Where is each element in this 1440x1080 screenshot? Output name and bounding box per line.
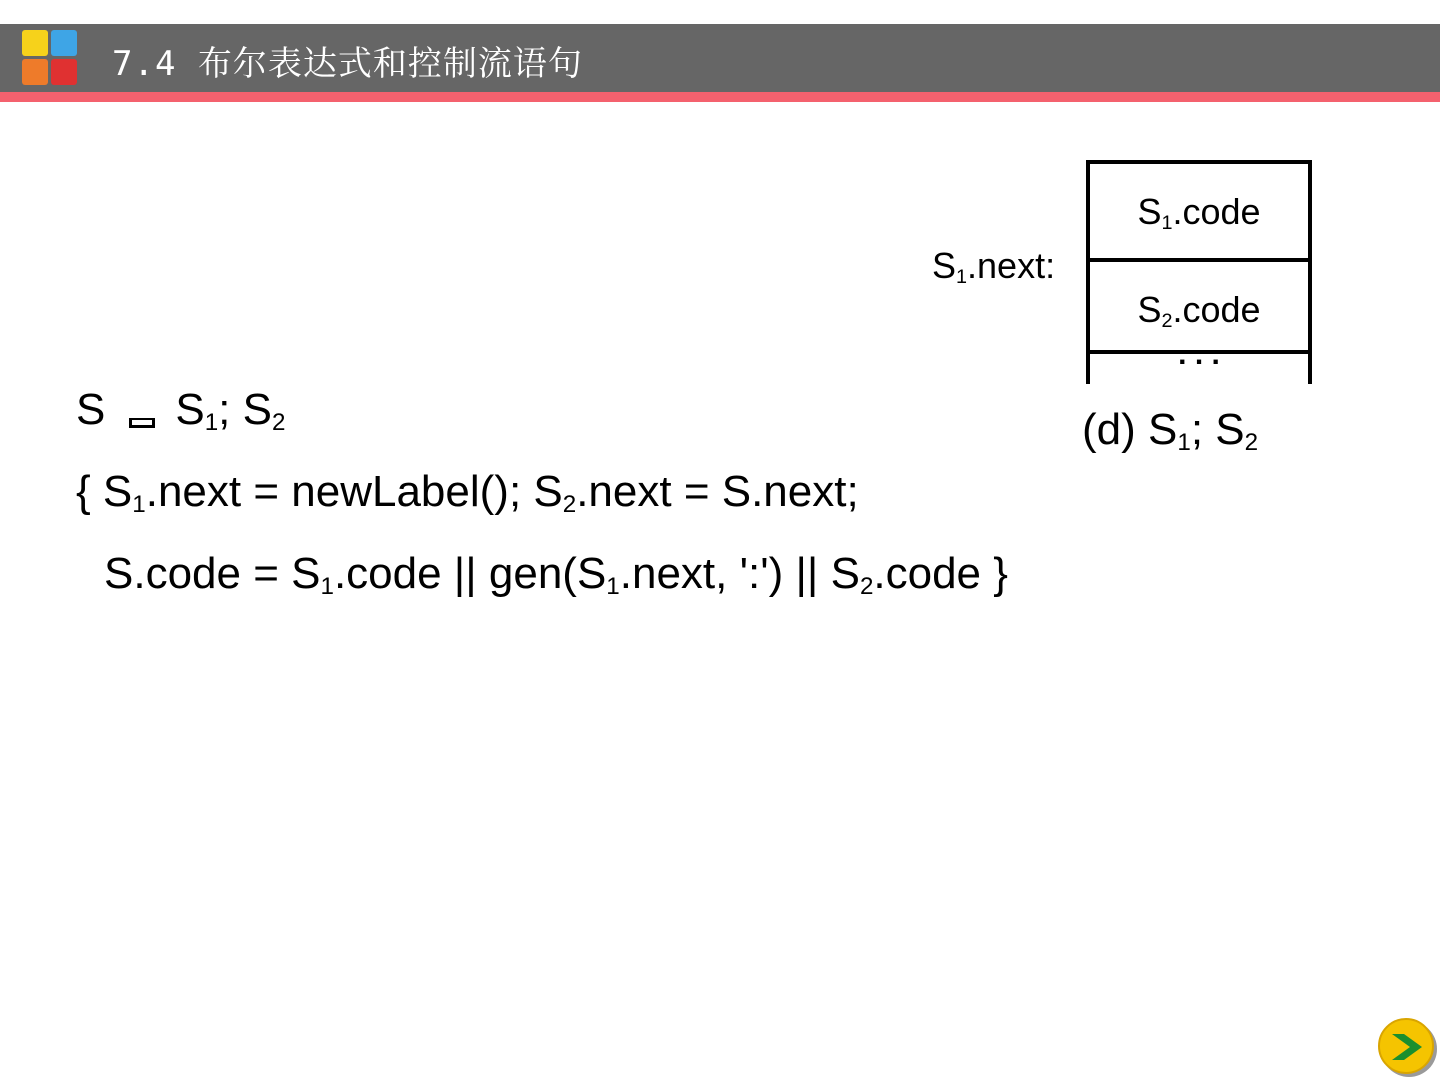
- semantic-rule-line-1: { $S_1.next$ = newLabel(); $S_2.next$ = S.next;: [76, 467, 859, 519]
- semantic-rule-line-2: S.code = $S_1.code$ || $gen(S_1.next$, ':') || $S_2.code$ }: [104, 549, 1008, 601]
- production-lhs: S: [76, 385, 106, 434]
- code-layout-diagram: [1086, 160, 1312, 384]
- puzzle-logo-icon: [22, 30, 78, 86]
- frame-divider-1: [1086, 258, 1312, 262]
- production-line: S $S_1$; $S_2$: [76, 385, 286, 437]
- next-slide-button[interactable]: [1378, 1018, 1434, 1074]
- diagram-cell-s2-code: $S_2.code$: [1137, 289, 1261, 332]
- frame-top-border: [1086, 160, 1312, 164]
- diagram-caption: (d) $S_1$; $S_2$: [1082, 405, 1259, 457]
- page-title: 7.4 布尔表达式和控制流语句: [112, 44, 583, 84]
- diagram-cell-s1-code: $S_1.code$: [1137, 191, 1261, 234]
- next-label: $S_1.next$:: [932, 245, 1056, 288]
- header-stripe: [0, 92, 1440, 102]
- derives-arrow-glyph: [129, 418, 155, 428]
- next-arrow-icon: [1390, 1032, 1424, 1062]
- diagram-ellipsis: . . .: [1178, 338, 1220, 371]
